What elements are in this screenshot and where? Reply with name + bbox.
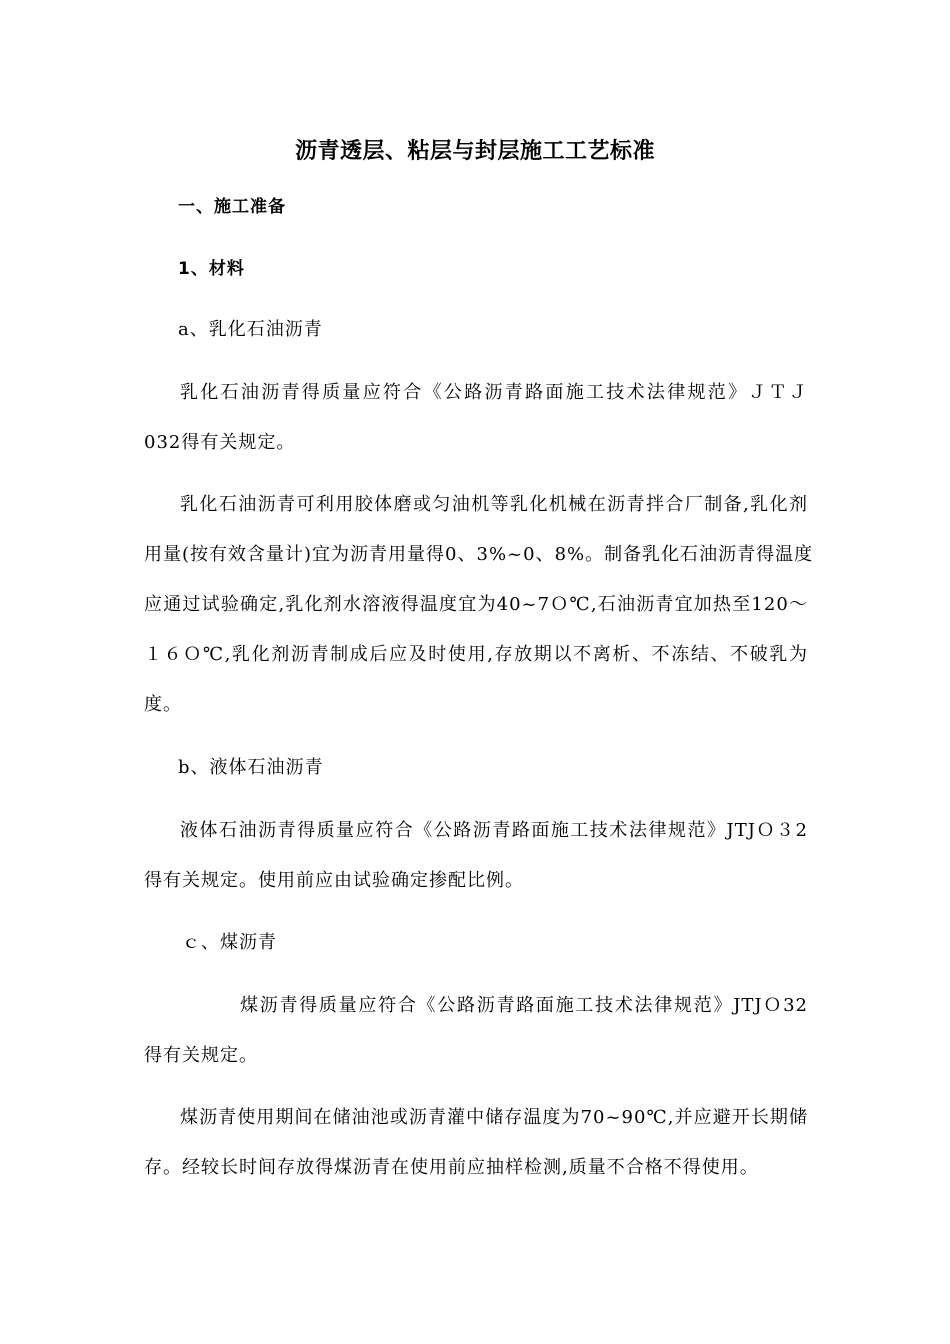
item-a-para2-line3: 应通过试验确定,乳化剂水溶液得温度宜为40~7Ｏ℃,石油沥青宜加热至120～ — [144, 594, 808, 615]
item-c-para1-line2: 得有关规定。 — [144, 1045, 258, 1066]
section-heading-construction-prep: 一、施工准备 — [178, 197, 286, 217]
item-a-para2-line4: １６Ｏ℃,乳化剂沥青制成后应及时使用,存放期以不离析、不冻结、不破乳为 — [144, 644, 808, 665]
item-a-heading: a、乳化石油沥青 — [178, 319, 323, 340]
item-c-heading: ｃ、煤沥青 — [182, 932, 277, 953]
item-b-heading: b、液体石油沥青 — [178, 757, 324, 778]
item-c-para1-line1: 煤沥青得质量应符合《公路沥青路面施工技术法律规范》JTJＯ32 — [240, 995, 808, 1016]
item-b-para1-line1: 液体石油沥青得质量应符合《公路沥青路面施工技术法律规范》JTJＯ３2 — [180, 820, 808, 841]
item-a-para2-line2: 用量(按有效含量计)宜为沥青用量得0、3%~0、8%。制备乳化石油沥青得温度 — [144, 544, 814, 565]
item-a-para1-line1: 乳化石油沥青得质量应符合《公路沥青路面施工技术法律规范》ＪＴＪ — [180, 382, 808, 403]
item-a-para2-line5: 度。 — [144, 694, 182, 715]
item-c-para2-line2: 存。经较长时间存放得煤沥青在使用前应抽样检测,质量不合格不得使用。 — [144, 1157, 759, 1178]
item-c-para2-line1: 煤沥青使用期间在储油池或沥青灌中储存温度为70~90℃,并应避开长期储 — [180, 1107, 808, 1128]
item-b-para1-line2: 得有关规定。使用前应由试验确定掺配比例。 — [144, 870, 524, 891]
document-title: 沥青透层、粘层与封层施工工艺标准 — [294, 139, 655, 164]
item-a-para2-line1: 乳化石油沥青可利用胶体磨或匀油机等乳化机械在沥青拌合厂制备,乳化剂 — [180, 494, 808, 515]
item-a-para1-line2: 032得有关规定。 — [144, 432, 296, 453]
subsection-heading-materials: 1、材料 — [178, 259, 245, 279]
